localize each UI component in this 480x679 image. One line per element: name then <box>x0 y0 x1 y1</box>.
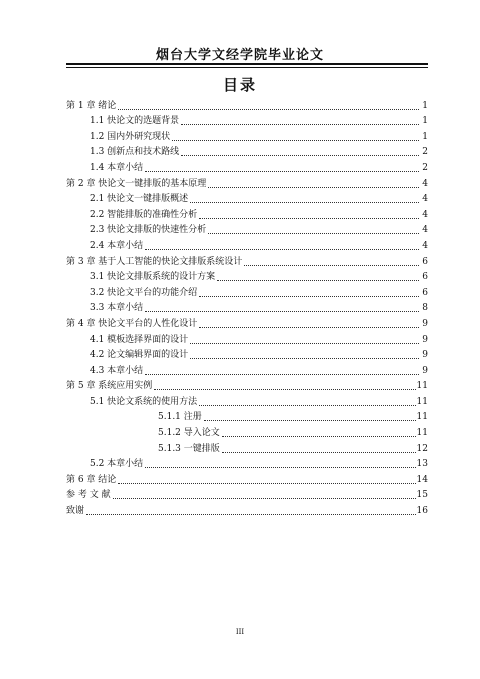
toc-entry-title: 4.3 本章小结 <box>90 365 144 376</box>
toc-entry[interactable] <box>66 96 428 112</box>
toc-entry-page: 8 <box>422 303 428 314</box>
toc-entry-title: 第 3 章 基于人工智能的快论文排版系统设计 <box>66 256 243 267</box>
toc-entry-page: 4 <box>422 178 428 189</box>
toc-entry-title: 第 6 章 结论 <box>66 474 117 485</box>
toc-title: 目录 <box>222 76 257 94</box>
toc-leader-dots <box>118 482 415 484</box>
toc-entry[interactable] <box>66 392 428 408</box>
toc-entry-page: 9 <box>422 350 428 361</box>
header-rule-thick <box>66 63 428 65</box>
toc-entry-title: 1.1 快论文的选题背景 <box>90 116 180 127</box>
toc-entry-page: 12 <box>416 443 428 454</box>
toc-entry[interactable] <box>66 252 428 268</box>
toc-leader-dots <box>208 232 419 234</box>
toc-entry-title: 2.3 快论文排版的快速性分析 <box>90 225 207 236</box>
toc-entry-page: 4 <box>422 209 428 220</box>
running-header: 烟台大学文经学院毕业论文 <box>155 48 324 63</box>
toc-entry-page: 16 <box>416 506 428 517</box>
toc-leader-dots <box>181 154 419 156</box>
toc-entry-page: 4 <box>422 225 428 236</box>
toc-entry[interactable] <box>66 283 428 299</box>
toc-leader-dots <box>145 373 419 375</box>
toc-leader-dots <box>190 342 419 344</box>
toc-leader-dots <box>118 108 419 110</box>
toc-leader-dots <box>199 217 419 219</box>
toc-leader-dots <box>217 279 419 281</box>
toc-entry-page: 6 <box>422 287 428 298</box>
toc-entry-page: 9 <box>422 334 428 345</box>
toc-leader-dots <box>222 435 416 437</box>
toc-leader-dots <box>145 170 419 172</box>
toc-entry[interactable] <box>66 268 428 284</box>
toc-entry-page: 2 <box>422 147 428 158</box>
toc-entry[interactable] <box>66 174 428 190</box>
toc-entry[interactable] <box>66 408 428 424</box>
toc-entry-title: 5.1.3 一键排版 <box>158 443 220 454</box>
toc-entry-title: 4.1 模板选择界面的设计 <box>90 334 189 345</box>
toc-entry[interactable] <box>66 501 428 517</box>
toc-leader-dots <box>190 201 419 203</box>
toc-entry[interactable] <box>66 486 428 502</box>
toc-leader-dots <box>181 123 419 125</box>
toc-entry-page: 9 <box>422 365 428 376</box>
toc-entry-title: 3.2 快论文平台的功能介绍 <box>90 287 198 298</box>
toc-entry-title: 5.2 本章小结 <box>90 459 144 470</box>
toc-entry-title: 1.2 国内外研究现状 <box>90 131 171 142</box>
toc-entry-title: 5.1.1 注册 <box>158 412 202 423</box>
toc-leader-dots <box>145 466 415 468</box>
toc-leader-dots <box>204 419 416 421</box>
toc-entry-page: 11 <box>416 412 428 423</box>
toc-entry-title: 5.1 快论文系统的使用方法 <box>90 396 198 407</box>
toc-entry[interactable] <box>66 236 428 252</box>
toc-entry[interactable] <box>66 205 428 221</box>
toc-entry-title: 第 4 章 快论文平台的人性化设计 <box>66 318 198 329</box>
toc-leader-dots <box>113 497 416 499</box>
toc-leader-dots <box>244 264 419 266</box>
toc-entry[interactable] <box>66 158 428 174</box>
toc-entry-title: 第 5 章 系统应用实例 <box>66 381 153 392</box>
toc-entry-title: 5.1.2 导入论文 <box>158 428 220 439</box>
toc-entry-page: 11 <box>416 428 428 439</box>
header-rule-thin <box>66 67 428 68</box>
table-of-contents <box>66 96 428 517</box>
toc-entry-title: 3.3 本章小结 <box>90 303 144 314</box>
toc-entry-page: 11 <box>416 396 428 407</box>
toc-entry-page: 4 <box>422 194 428 205</box>
toc-entry[interactable] <box>66 361 428 377</box>
toc-entry-title: 2.4 本章小结 <box>90 240 144 251</box>
toc-entry-page: 11 <box>416 381 428 392</box>
toc-entry-page: 14 <box>416 474 428 485</box>
toc-leader-dots <box>199 326 419 328</box>
toc-entry[interactable] <box>66 221 428 237</box>
toc-leader-dots <box>222 451 416 453</box>
toc-entry-page: 6 <box>422 256 428 267</box>
toc-entry-title: 第 2 章 快论文一键排版的基本原理 <box>66 178 207 189</box>
toc-leader-dots <box>145 248 419 250</box>
toc-entry-page: 15 <box>416 490 428 501</box>
toc-entry-page: 13 <box>416 459 428 470</box>
toc-entry[interactable] <box>66 299 428 315</box>
toc-entry[interactable] <box>66 190 428 206</box>
toc-entry-title: 2.2 智能排版的准确性分析 <box>90 209 198 220</box>
toc-entry[interactable] <box>66 377 428 393</box>
toc-entry-title: 参 考 文 献 <box>66 490 111 501</box>
toc-entry[interactable] <box>66 346 428 362</box>
toc-entry[interactable] <box>66 127 428 143</box>
toc-entry[interactable] <box>66 143 428 159</box>
toc-entry-title: 2.1 快论文一键排版概述 <box>90 194 189 205</box>
toc-entry-page: 6 <box>422 272 428 283</box>
toc-entry-title: 3.1 快论文排版系统的设计方案 <box>90 272 216 283</box>
toc-leader-dots <box>190 357 419 359</box>
toc-leader-dots <box>145 310 419 312</box>
toc-entry[interactable] <box>66 112 428 128</box>
toc-entry-title: 致谢 <box>66 506 85 517</box>
toc-entry-page: 2 <box>422 162 428 173</box>
toc-entry[interactable] <box>66 330 428 346</box>
toc-entry[interactable] <box>66 470 428 486</box>
toc-entry-page: 1 <box>422 116 428 127</box>
toc-leader-dots <box>199 295 419 297</box>
toc-entry[interactable] <box>66 455 428 471</box>
toc-leader-dots <box>172 139 419 141</box>
toc-entry-page: 9 <box>422 318 428 329</box>
toc-entry-title: 1.4 本章小结 <box>90 162 144 173</box>
toc-leader-dots <box>199 404 415 406</box>
page-number: III <box>235 628 245 636</box>
toc-leader-dots <box>208 186 419 188</box>
toc-entry-page: 4 <box>422 240 428 251</box>
toc-entry-page: 1 <box>422 100 428 111</box>
toc-entry-title: 1.3 创新点和技术路线 <box>90 147 180 158</box>
toc-entry[interactable] <box>66 439 428 455</box>
toc-entry[interactable] <box>66 423 428 439</box>
toc-entry-title: 4.2 论文编辑界面的设计 <box>90 350 189 361</box>
toc-entry-page: 1 <box>422 131 428 142</box>
toc-leader-dots <box>154 388 415 390</box>
toc-entry-title: 第 1 章 绪论 <box>66 100 117 111</box>
toc-leader-dots <box>86 513 416 515</box>
toc-entry[interactable] <box>66 314 428 330</box>
